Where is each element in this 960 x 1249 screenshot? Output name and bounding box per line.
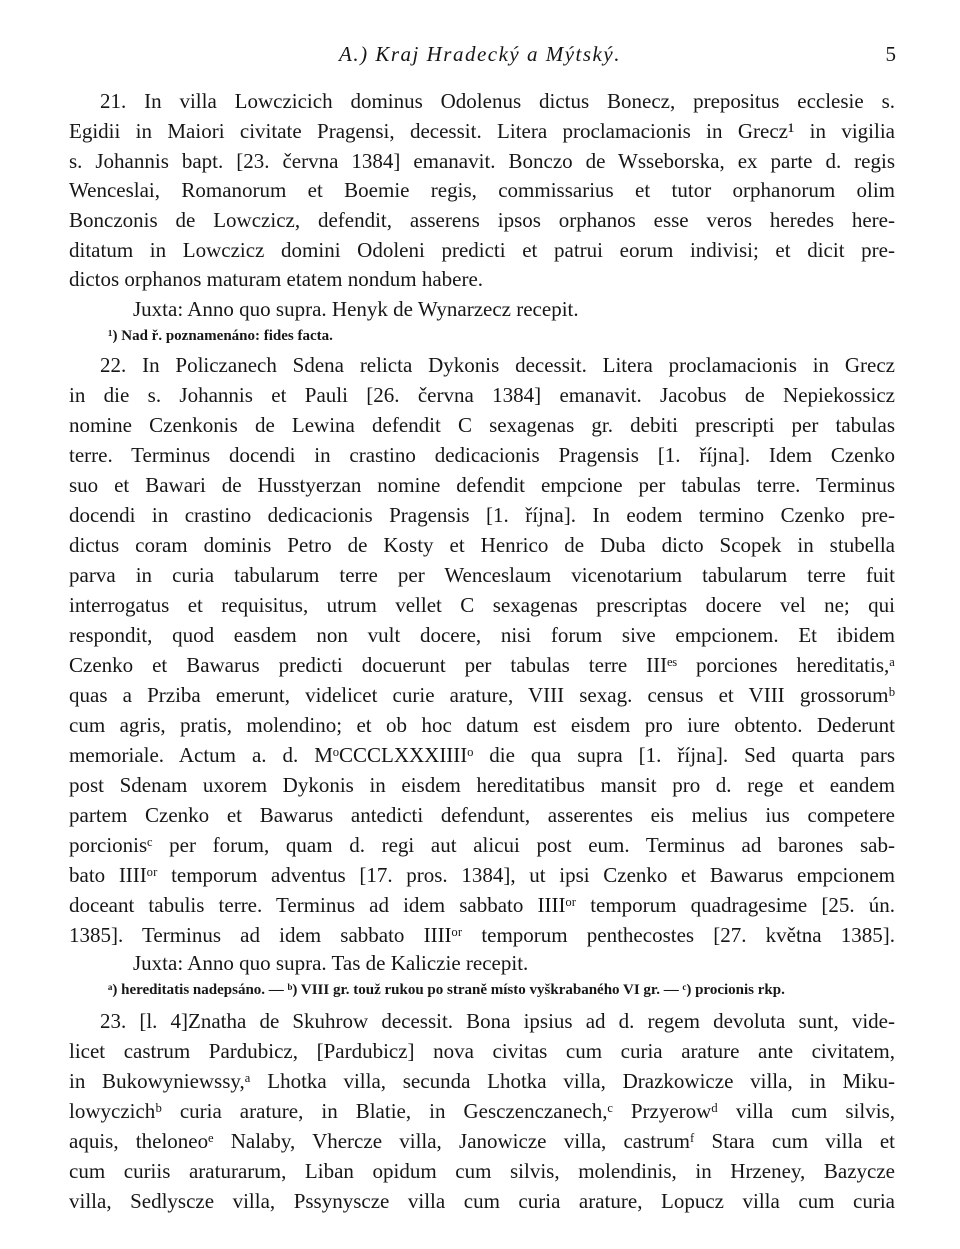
- text-line: villa, Sedlyscze villa, Pssynyscze villa cum curia arature, Lopucz villa cum curia: [69, 1189, 895, 1213]
- text-line: aquis, theloneoᵉ Nalaby, Vhercze villa, Janowicze villa, castrumᶠ Stara cum villa et: [69, 1129, 895, 1153]
- text-line: cum curiis araturarum, Liban opidum cum silvis, molendinis, in Hrzeney, Bazycze: [69, 1159, 895, 1183]
- text-line: lowyczichᵇ curia arature, in Blatie, in Gesczenczanech,ᶜ Przyerowᵈ villa cum silvis,: [69, 1099, 895, 1123]
- text-line: s. Johannis bapt. [23. června 1384] emanavit. Bonczo de Wsseborska, ex parte d. regis: [69, 149, 895, 173]
- text-line: in die s. Johannis et Pauli [26. června 1384] emanavit. Jacobus de Nepiekossicz: [69, 383, 895, 407]
- text-line: nomine Czenkonis de Lewina defendit C sexagenas gr. debiti prescripti per tabulas: [69, 413, 895, 437]
- text-line: Egidii in Maiori civitate Pragensi, decessit. Litera proclamacionis in Grecz¹ in vigilia: [69, 119, 895, 143]
- text-line: dictos orphanos maturam etatem nondum habere.: [69, 267, 484, 291]
- text-line: memoriale. Actum a. d. MᵒCCCLXXXIIIIᵒ die qua supra [1. října]. Sed quarta pars: [69, 743, 895, 767]
- juxta-note: Juxta: Anno quo supra. Henyk de Wynarzecz recepit.: [133, 297, 579, 321]
- text-line: in Bukowyniewssy,ᵃ Lhotka villa, secunda Lhotka villa, Drazkowicze villa, in Miku-: [69, 1069, 895, 1093]
- text-line: post Sdenam uxorem Dykonis in eisdem hereditatibus mansit pro d. rege et eandem: [69, 773, 895, 797]
- text-line: terre. Terminus docendi in crastino dedicacionis Pragensis [1. října]. Idem Czenko: [69, 443, 895, 467]
- text-line: parva in curia tabularum terre per Wenceslaum vicenotarium tabularum terre fuit: [69, 563, 895, 587]
- text-line: interrogatus et requisitus, utrum vellet C sexagenas prescriptas docere vel ne; qui: [69, 593, 895, 617]
- text-line: 1385]. Terminus ad idem sabbato IIIIᵒʳ temporum penthecostes [27. května 1385].: [69, 923, 895, 947]
- text-line: licet castrum Pardubicz, [Pardubicz] nova civitas cum curia arature ante civitatem,: [69, 1039, 895, 1063]
- text-line: respondit, quod easdem non vult docere, nisi forum sive empcionem. Et ibidem: [69, 623, 895, 647]
- juxta-note: Juxta: Anno quo supra. Tas de Kaliczie recepit.: [133, 951, 529, 975]
- text-line: 23. [l. 4]Znatha de Skuhrow decessit. Bona ipsius ad d. regem devoluta sunt, vide-: [100, 1009, 895, 1033]
- text-line: 21. In villa Lowczicich dominus Odolenus dictus Bonecz, prepositus ecclesie s.: [100, 89, 895, 113]
- text-line: suo et Bawari de Husstyerzan nomine defendit empcione per tabulas terre. Terminus: [69, 473, 895, 497]
- running-title: A.) Kraj Hradecký a Mýtský.: [339, 42, 621, 66]
- text-line: docendi in crastino dedicacionis Pragensis [1. října]. In eodem termino Czenko pre-: [69, 503, 895, 527]
- page-number: 5: [885, 42, 896, 66]
- text-line: 22. In Policzanech Sdena relicta Dykonis decessit. Litera proclamacionis in Grecz: [100, 353, 895, 377]
- text-line: cum agris, pratis, molendino; et ob hoc datum est eisdem pro iure obtento. Dederunt: [69, 713, 895, 737]
- text-line: Czenko et Bawarus predicti docuerunt per tabulas terre IIIᵉˢ porciones hereditatis,ᵃ: [69, 653, 895, 677]
- text-line: bato IIIIᵒʳ temporum adventus [17. pros. 1384], ut ipsi Czenko et Bawarus empcionem: [69, 863, 895, 887]
- text-line: Wenceslai, Romanorum et Boemie regis, commissarius et tutor orphanorum olim: [69, 178, 895, 202]
- footnote: ¹) Nad ř. poznamenáno: fides facta.: [108, 328, 333, 344]
- footnote: ᵃ) hereditatis nadepsáno. — ᵇ) VIII gr. touž rukou po straně místo vyškrabaného VI gr. — ᶜ) procionis rkp.: [108, 982, 785, 998]
- page-header: [0, 42, 960, 72]
- text-line: doceant tabulis terre. Terminus ad idem sabbato IIIIᵒʳ temporum quadragesime [25. ún.: [69, 893, 895, 917]
- text-line: ditatum in Lowczicz domini Odoleni predicti et patrui eorum indivisi; et dicit pre-: [69, 238, 895, 262]
- text-line: dictus coram dominis Petro de Kosty et Henrico de Duba dicto Scopek in stubella: [69, 533, 895, 557]
- text-line: quas a Prziba emerunt, videlicet curie arature, VIII sexag. census et VIII grossorumᵇ: [69, 683, 895, 707]
- text-line: partem Czenko et Bawarus antedicti defendunt, asserentes eis melius ius competere: [69, 803, 895, 827]
- text-line: Bonczonis de Lowczicz, defendit, asserens ipsos orphanos esse veros heredes here-: [69, 208, 895, 232]
- text-line: porcionisᶜ per forum, quam d. regi aut alicui post eum. Terminus ad barones sab-: [69, 833, 895, 857]
